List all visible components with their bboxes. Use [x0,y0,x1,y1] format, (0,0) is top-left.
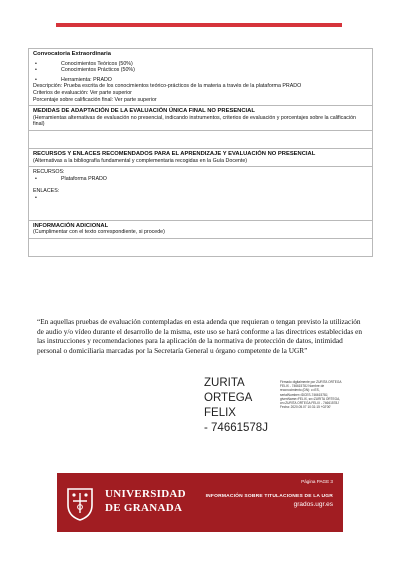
section-title: RECURSOS Y ENLACES RECOMENDADOS PARA EL APRENDIZAJE Y EVALUACIÓN NO PRESENCIAL [33,150,316,157]
section-text: (Herramientas alternativas de evaluación no presencial, indicando instrumentos, criterios de evaluación y porcentajes sobre la calificación final) [33,114,356,128]
recursos-cell [29,167,372,220]
section-text: (Cumplimentar con el texto correspondiente, si procede) [33,229,165,236]
list-item: • Plataforma PRADO [35,175,107,182]
university-name: UNIVERSIDAD DE GRANADA [105,488,186,514]
enlaces-label: ENLACES: [33,188,60,195]
footer-info [206,479,333,510]
adicional-section [29,221,372,239]
site-link[interactable]: grados.ugr.es [293,501,333,508]
list-item: • Conocimientos Prácticos (50%) [35,67,135,74]
medidas-section [29,106,372,131]
recursos-label: RECURSOS: [33,169,65,176]
evaluation-table [28,48,373,257]
footer-banner [57,473,343,532]
page-number: Página PAGE 3 [301,479,333,484]
privacy-quote: “En aquellas pruebas de evaluación contempladas en esta adenda que requieran o tengan previsto la utilización de audio y/o vídeo durante el desarrollo de la misma, este uso se hará conforme a las directrices establecidas en las instrucciones y recomendaciones para la aplicación de la normativa de protección de datos, intimidad personal o domiciliaria marcadas por la Secretaría General u órgano competente de la UGR” [37,317,362,355]
header-rule [56,23,342,27]
list-item: • Herramienta: PRADO [35,76,112,83]
list-item: • Conocimientos Teóricos (50%) [35,60,133,67]
list-item: • [35,194,37,201]
recursos-section [29,149,372,167]
section-text: (Alternativas a la bibliografía fundamental y complementaria recogidas en la Guía Docente) [33,157,248,164]
extraordinaria-section [29,49,372,106]
section-title: INFORMACIÓN ADICIONAL [33,222,109,229]
signature-details: Firmado digitalmente por ZURITA ORTEGA FELIX - 74661578J Nombre de reconocimiento (DN): c=ES, serialNumber=IDCES-74661578J, givenName=FELIX, sn=ZURITA ORTEGA, cn=ZURITA ORTEGA FELIX - 74661578J Fecha: 2020.05.07 10:31:15 +02'00' [280,380,342,410]
empty-cell [29,239,372,256]
info-title: INFORMACIÓN SOBRE TITULACIONES DE LA UGR [205,494,333,499]
signer-name: ZURITA ORTEGA FELIX - 74661578J [204,377,268,434]
section-title: Convocatoria Extraordinaria [33,51,111,57]
section-title: MEDIDAS DE ADAPTACIÓN DE LA EVALUACIÓN ÚNICA FINAL NO PRESENCIAL [33,108,255,115]
criteria-line: Criterios de evaluación: Ver parte superior [33,89,132,96]
description-line: Descripción: Prueba escrita de los conocimientos teórico-prácticos de la materia a través de la plataforma PRADO [33,83,302,90]
empty-cell [29,131,372,149]
university-crest-icon [65,485,95,521]
percentage-line: Porcentaje sobre calificación final: Ver parte superior [33,96,157,103]
